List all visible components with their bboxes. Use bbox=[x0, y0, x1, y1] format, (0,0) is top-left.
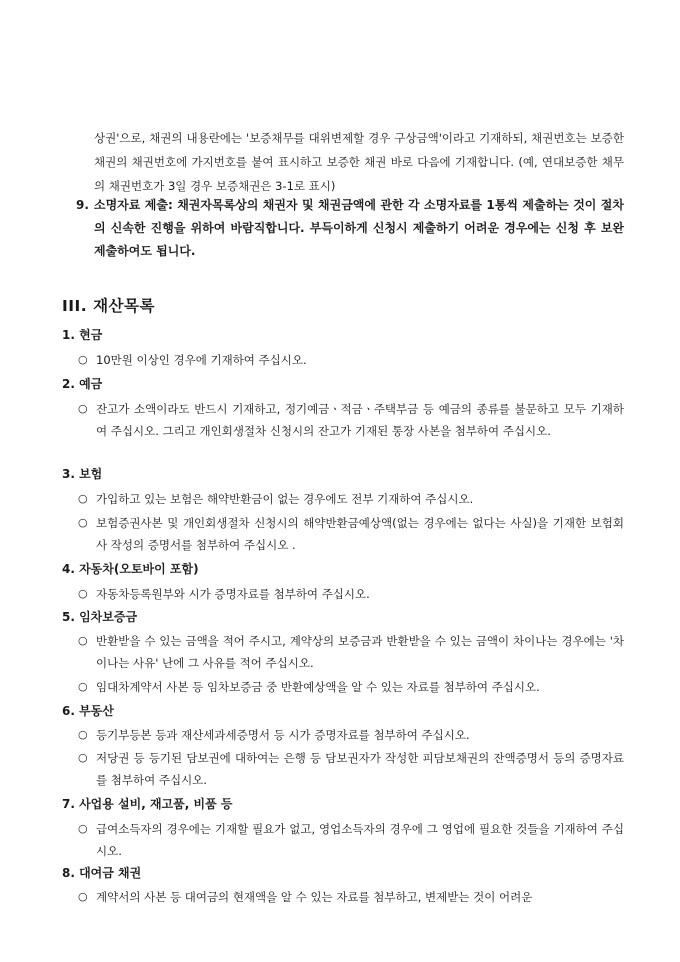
bullet-business-1: ○ 급여소득자의 경우에는 기재할 필요가 없고, 영업소득자의 경우에 그 영업에 필요한 것들을 기재하여 주십시오. bbox=[78, 818, 624, 862]
bullet-circle-icon: ○ bbox=[78, 822, 88, 835]
heading-lease-deposit: 5. 임차보증금 bbox=[62, 610, 138, 624]
bullet-circle-icon: ○ bbox=[78, 587, 88, 600]
bullet-circle-icon: ○ bbox=[78, 890, 88, 903]
bullet-loan-1: ○ 계약서의 사본 등 대여금의 현재액을 알 수 있는 자료를 첨부하고, 변제받는 것이 어려운 bbox=[78, 886, 624, 908]
bullet-lease-2: ○ 임대차계약서 사본 등 임차보증금 중 반환예상액을 알 수 있는 자료를 첨부하여 주십시오. bbox=[78, 676, 624, 698]
bullet-insurance-2: ○ 보험증권사본 및 개인회생절차 신청시의 해약반환금예상액(없는 경우에는 없다는 사실)을 기재한 보험회사 작성의 증명서를 첨부하여 주십시오 . bbox=[78, 512, 624, 556]
heading-loan-receivable: 8. 대여금 채권 bbox=[62, 866, 142, 880]
item-9-number: 9. bbox=[76, 198, 89, 212]
bullet-vehicle-1: ○ 자동차등록원부와 시가 증명자료를 첨부하여 주십시오. bbox=[78, 583, 624, 605]
heading-business-equipment: 7. 사업용 설비, 재고품, 비품 등 bbox=[62, 797, 233, 811]
bullet-circle-icon: ○ bbox=[78, 634, 88, 647]
bullet-circle-icon: ○ bbox=[78, 402, 88, 415]
bullet-circle-icon: ○ bbox=[78, 516, 88, 529]
heading-insurance: 3. 보험 bbox=[62, 467, 103, 481]
bullet-lease-1: ○ 반환받을 수 있는 금액을 적어 주시고, 계약상의 보증금과 반환받을 수 있는 금액이 차이나는 경우에는 '차이나는 사유' 난에 그 사유를 적어 주십시오. bbox=[78, 630, 624, 674]
bullet-real-estate-1: ○ 등기부등본 등과 재산세과세증명서 등 시가 증명자료를 첨부하여 주십시오. bbox=[78, 724, 624, 746]
bullet-cash-1: ○ 10만원 이상인 경우에 기재하여 주십시오. bbox=[78, 349, 624, 371]
item-9 bbox=[76, 194, 624, 263]
heading-vehicle: 4. 자동차(오토바이 포함) bbox=[62, 562, 199, 576]
section-title: III. 재산목록 bbox=[62, 297, 155, 315]
bullet-circle-icon: ○ bbox=[78, 680, 88, 693]
bullet-real-estate-2: ○ 저당권 등 등기된 담보권에 대하여는 은행 등 담보권자가 작성한 피담보채권의 잔액증명서 등의 증명자료를 첨부하여 주십시오. bbox=[78, 747, 624, 791]
bullet-circle-icon: ○ bbox=[78, 492, 88, 505]
bullet-insurance-1: ○ 가입하고 있는 보험은 해약반환금이 없는 경우에도 전부 기재하여 주십시오. bbox=[78, 488, 624, 510]
bullet-circle-icon: ○ bbox=[78, 751, 88, 764]
heading-real-estate: 6. 부동산 bbox=[62, 704, 114, 718]
continued-paragraph: 상권'으로, 채권의 내용란에는 '보증채무를 대위변제할 경우 구상금액'이라고 기재하되, 채권번호는 보증한 채권의 채권번호에 가지번호를 붙여 표시하고 보증한 채권 바로 다음에 기재합니다. (예, 연대보증한 채무의 채권번호가 3일 경우 보증채권은 3-1로 표시) bbox=[94, 131, 624, 193]
item-9-text: 소명자료 제출: 채권자목록상의 채권자 및 채권금액에 관한 각 소명자료를 1통씩 제출하는 것이 절차의 신속한 진행을 위하여 바람직합니다. 부득이하게 신청시 제출하기 어려운 경우에는 신청 후 보완 제출하여도 됩니다. bbox=[94, 198, 624, 258]
bullet-circle-icon: ○ bbox=[78, 728, 88, 741]
heading-deposit: 2. 예금 bbox=[62, 377, 103, 391]
bullet-circle-icon: ○ bbox=[78, 353, 88, 366]
bullet-deposit-1: ○ 잔고가 소액이라도 반드시 기재하고, 정기예금ㆍ적금ㆍ주택부금 등 예금의 종류를 불문하고 모두 기재하여 주십시오. 그리고 개인회생절차 신청시의 잔고가 기재된 통장 사본을 첨부하여 주십시오. bbox=[78, 398, 624, 442]
heading-cash: 1. 현금 bbox=[62, 328, 103, 342]
